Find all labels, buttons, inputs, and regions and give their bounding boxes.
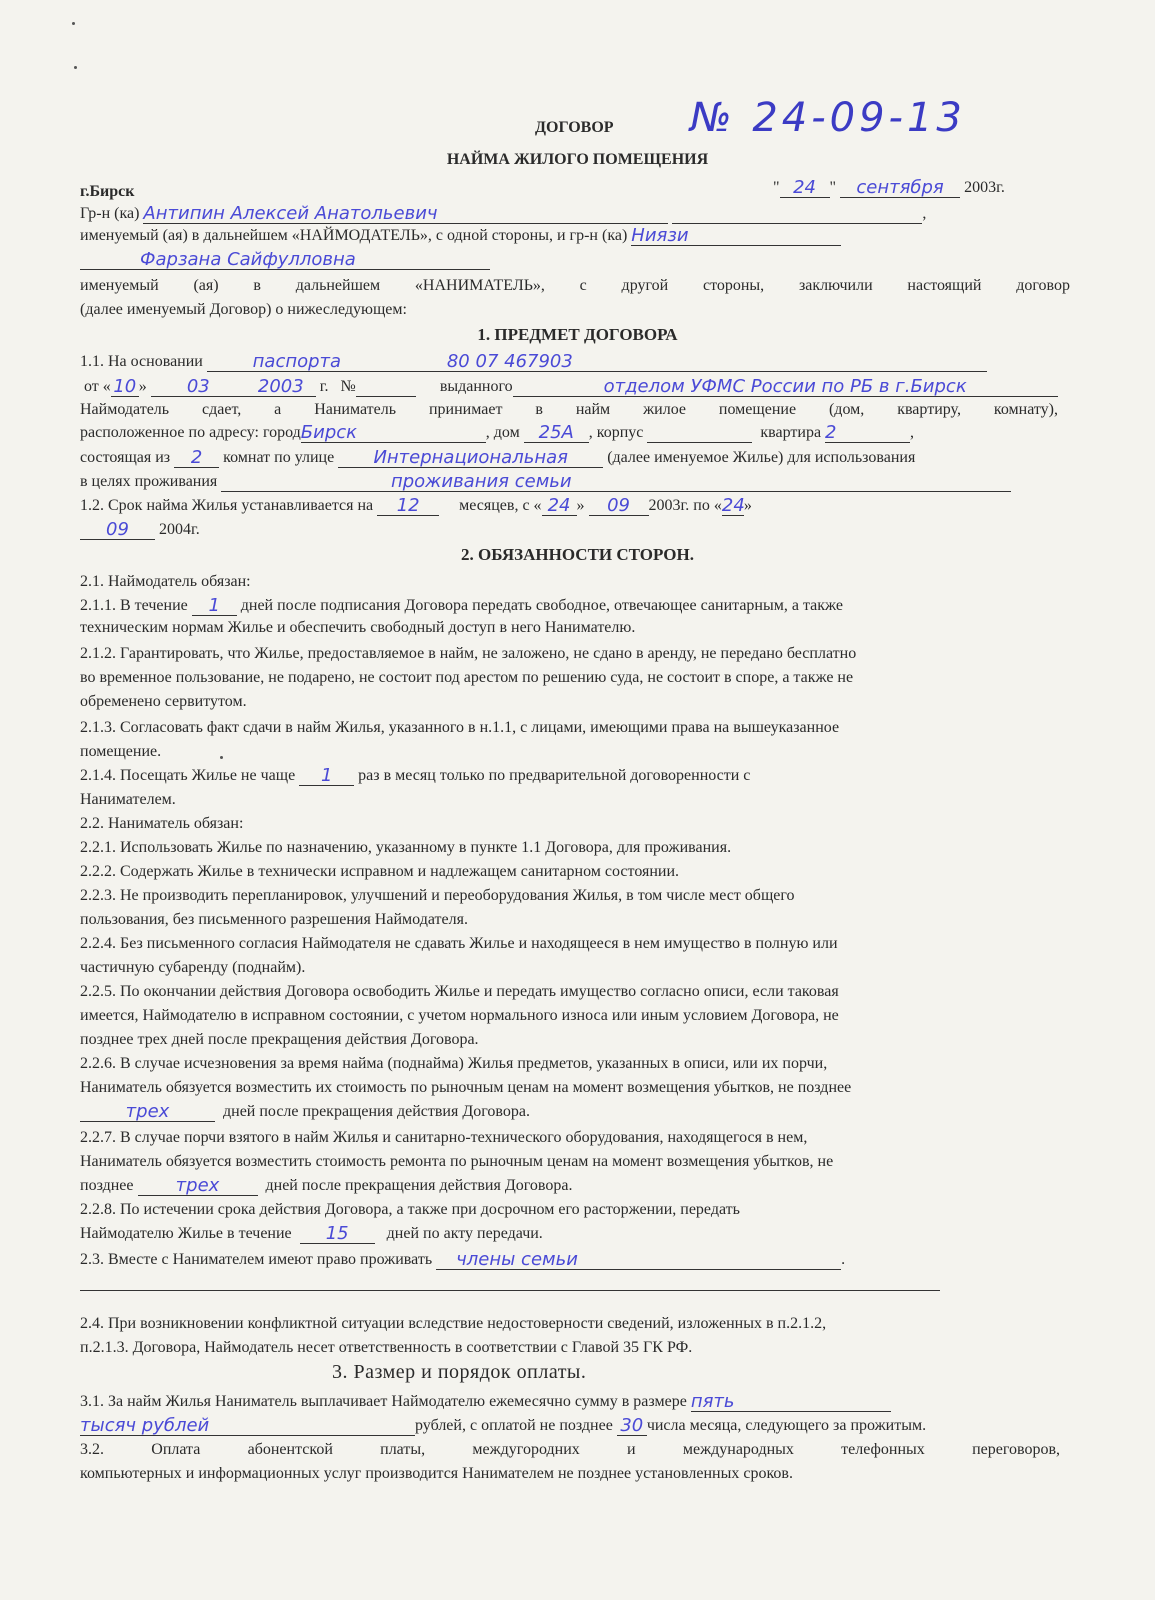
rent-amount-words-1: пять — [691, 1393, 891, 1412]
passport-series: 80 07 467903 — [387, 353, 717, 372]
address-street: Интернациональная — [338, 449, 603, 468]
landlord-name: Антипин Алексей Анатольевич — [143, 205, 668, 224]
rooms-count: 2 — [174, 449, 219, 468]
blank-line — [80, 1290, 940, 1291]
tenant-intro-line: именуемый (ая) в дальнейшем «НАЙМОДАТЕЛЬ», с одной стороны, и гр-н (ка) Ниязи — [80, 226, 841, 246]
clause-2-2-2: 2.2.2. Содержать Жилье в технически исправном и надлежащем санитарном состоянии. — [80, 863, 680, 880]
clause-2-1-4-cont: Нанимателем. — [80, 791, 176, 808]
city: г.Бирск — [80, 183, 135, 200]
rent-amount-words-2: тысяч рублей — [80, 1417, 415, 1436]
clause-2-2-5-end: позднее трех дней после прекращения действия Договора. — [80, 1031, 479, 1048]
clause-2-1-3-cont: помещение. — [80, 743, 162, 760]
parties-text-1: именуемый (ая) в дальнейшем «НАНИМАТЕЛЬ», с другой стороны, заключили настоящий договор — [80, 277, 1070, 294]
clause-2-1-2-end: обременено сервитутом. — [80, 693, 247, 710]
clause-3-1: 3.1. За найм Жилья Наниматель выплачивает Наймодателю ежемесячно сумму в размере пять — [80, 1392, 891, 1412]
lease-end-year: 2004 — [159, 521, 191, 538]
section-2-title: 2. ОБЯЗАННОСТИ СТОРОН. — [461, 545, 694, 564]
tenant-name-line — [80, 250, 490, 270]
clause-2-2-6-end: трех дней после прекращения действия Договора. — [80, 1102, 530, 1122]
clause-2-1-2-cont: во временное пользование, не подарено, не состоит под арестом по решению суда, не состоит в споре, а также не — [80, 669, 854, 686]
landlord-line: Гр-н (ка) Антипин Алексей Анатольевич , — [80, 203, 927, 224]
return-days: 15 — [300, 1225, 375, 1244]
lease-months: 12 — [377, 497, 439, 516]
document-subtitle: НАЙМА ЖИЛОГО ПОМЕЩЕНИЯ — [446, 151, 709, 168]
clause-3-2-cont: компьютерных и информационных услуг производится Нанимателем не позднее установленных сроков. — [80, 1465, 793, 1482]
lease-start-month: 09 — [589, 497, 649, 516]
lease-start-day: 24 — [542, 497, 577, 516]
section-1-title: 1. ПРЕДМЕТ ДОГОВОРА — [477, 325, 678, 344]
compensation-days-1: трех — [80, 1103, 215, 1122]
clause-2-2-7-end: позднее трех дней после прекращения действия Договора. — [80, 1175, 573, 1196]
clause-2-4: 2.4. При возникновении конфликтной ситуации вследствие недостоверности сведений, изложенных в п.2.1.2, — [80, 1315, 827, 1332]
clause-2-2-8: 2.2.8. По истечении срока действия Договора, а также при досрочном его расторжении, передать — [80, 1201, 740, 1218]
clause-2-2-8-cont: Наймодателю Жилье в течение 15 дней по акту передачи. — [80, 1223, 543, 1244]
lease-end-month: 09 — [80, 521, 155, 540]
passport-issuer: отделом УФМС России по РБ в г.Бирск — [513, 378, 1058, 397]
clause-2-2-6-cont: Наниматель обязуется возместить их стоимость по рыночным ценам на момент возмещения убытков, не позднее — [80, 1079, 852, 1096]
clause-2-2-3: 2.2.3. Не производить перепланировок, улучшений и переоборудования Жилья, в том числе мест общего — [80, 887, 795, 904]
clause-2-1: 2.1. Наймодатель обязан: — [80, 573, 251, 590]
clause-2-2-5-cont: имеется, Наймодателю в исправном состоянии, с учетом нормального износа или иным условием Договора, не — [80, 1007, 839, 1024]
clause-2-1-1-cont: техническим нормам Жилье и обеспечить свободный доступ в него Нанимателю. — [80, 619, 636, 636]
clause-1-2-line-1: 1.2. Срок найма Жилья устанавливается на 12 месяцев, с « 24 » 09 2003г. по «24» — [80, 495, 752, 516]
lease-end-day: 24 — [721, 495, 745, 516]
clause-2-2-7-cont: Наниматель обязуется возместить стоимость ремонта по рыночным ценам на момент возмещения убытков, не — [80, 1153, 834, 1170]
co-residents: члены семьи — [436, 1251, 841, 1270]
clause-2-2-6: 2.2.6. В случае исчезновения за время найма (поднайма) Жилья предметов, указанных в описи, или их порчи, — [80, 1055, 828, 1072]
clause-2-2-7: 2.2.7. В случае порчи взятого в найм Жилья и санитарно-технического оборудования, находящегося в нем, — [80, 1129, 808, 1146]
clause-3-1-cont: тысяч рублей рублей, с оплатой не позднее 30 числа месяца, следующего за прожитым. — [80, 1415, 927, 1436]
compensation-days-2: трех — [138, 1177, 258, 1196]
clause-1-2-line-2: 09 2004г. — [80, 520, 200, 540]
clause-2-4-cont: п.2.1.3. Договора, Наймодатель несет ответственность в соответствии с Главой 35 ГК РФ. — [80, 1339, 693, 1356]
date-year: 2003 — [964, 179, 997, 196]
clause-3-2: 3.2. Оплата абонентской платы, междугородних и международных телефонных переговоров, — [80, 1441, 1060, 1458]
clause-2-2-4: 2.2.4. Без письменного согласия Наймодателя не сдавать Жилье и находящееся в нем имущество в полную или — [80, 935, 838, 952]
clause-1-1-rooms: состоящая из 2 комнат по улице Интернациональная (далее именуемое Жилье) для использования — [80, 447, 916, 468]
date-month: сентября — [840, 179, 960, 198]
clause-1-1-line-1: 1.1. На основании паспорта 80 07 467903 — [80, 352, 987, 372]
clause-2-2-5: 2.2.5. По окончании действия Договора освободить Жилье и передать имущество согласно описи, если таковая — [80, 983, 839, 1000]
purpose: проживания семьи — [221, 473, 741, 492]
clause-2-2-3-cont: пользования, без письменного разрешения Наймодателя. — [80, 911, 468, 928]
clause-2-3: 2.3. Вместе с Нанимателем имеют право проживать члены семьи . — [80, 1249, 846, 1270]
contract-date: " 24 " сентября 2003г. — [773, 177, 1005, 198]
clause-1-1-line-3: Наймодатель сдает, а Наниматель принимает в найм жилое помещение (дом, квартиру, комнату), — [80, 401, 1058, 418]
basis-document: паспорта — [207, 353, 387, 372]
visits-per-month: 1 — [299, 767, 354, 786]
address-city: Бирск — [301, 424, 486, 443]
scan-speck — [220, 756, 223, 759]
scan-speck — [72, 22, 75, 25]
section-3-title: 3. Размер и порядок оплаты. — [332, 1361, 587, 1383]
clause-2-1-1: 2.1.1. В течение 1 дней после подписания Договора передать свободное, отвечающее санитарным, а также — [80, 595, 843, 616]
address-house: 25А — [524, 424, 589, 443]
contract-number-handwritten: № 24-09-13 — [690, 95, 966, 141]
clause-2-2-1: 2.2.1. Использовать Жилье по назначению, указанному в пункте 1.1 Договора, для проживания. — [80, 839, 732, 856]
clause-1-1-purpose: в целях проживания проживания семьи — [80, 472, 1011, 492]
tenant-surname: Ниязи — [631, 227, 841, 246]
clause-1-1-line-2: от « 10 » 03 2003 г. № выданного отделом УФМС России по РБ в г.Бирск — [84, 377, 1058, 397]
lease-start-year: 2003 — [648, 497, 681, 514]
date-day: 24 — [780, 179, 830, 198]
clause-2-2: 2.2. Наниматель обязан: — [80, 815, 244, 832]
clause-2-1-4: 2.1.4. Посещать Жилье не чаще 1 раз в месяц только по предварительной договоренности с — [80, 765, 751, 786]
scan-speck — [74, 66, 77, 69]
issue-day: 10 — [111, 378, 139, 397]
issue-year: 2003 — [246, 378, 316, 397]
address-flat: 2 — [825, 424, 910, 443]
issue-month: 03 — [151, 378, 246, 397]
handover-days: 1 — [192, 597, 237, 616]
clause-1-1-address: расположенное по адресу: городБирск , дом 25А , корпус квартира 2 , — [80, 422, 915, 443]
payment-due-day: 30 — [617, 1417, 647, 1436]
parties-text-2: (далее именуемый Договор) о нижеследующем: — [80, 301, 407, 318]
clause-2-1-3: 2.1.3. Согласовать факт сдачи в найм Жилья, указанного в н.1.1, с лицами, имеющими права на вышеуказанное — [80, 719, 840, 736]
document-title: ДОГОВОР — [535, 119, 614, 136]
clause-2-2-4-cont: частичную субаренду (поднайм). — [80, 959, 306, 976]
clause-2-1-2: 2.1.2. Гарантировать, что Жилье, предоставляемое в найм, не заложено, не сдано в аренду, не передано бесплатно — [80, 645, 857, 662]
tenant-name: Фарзана Сайфулловна — [80, 251, 490, 270]
